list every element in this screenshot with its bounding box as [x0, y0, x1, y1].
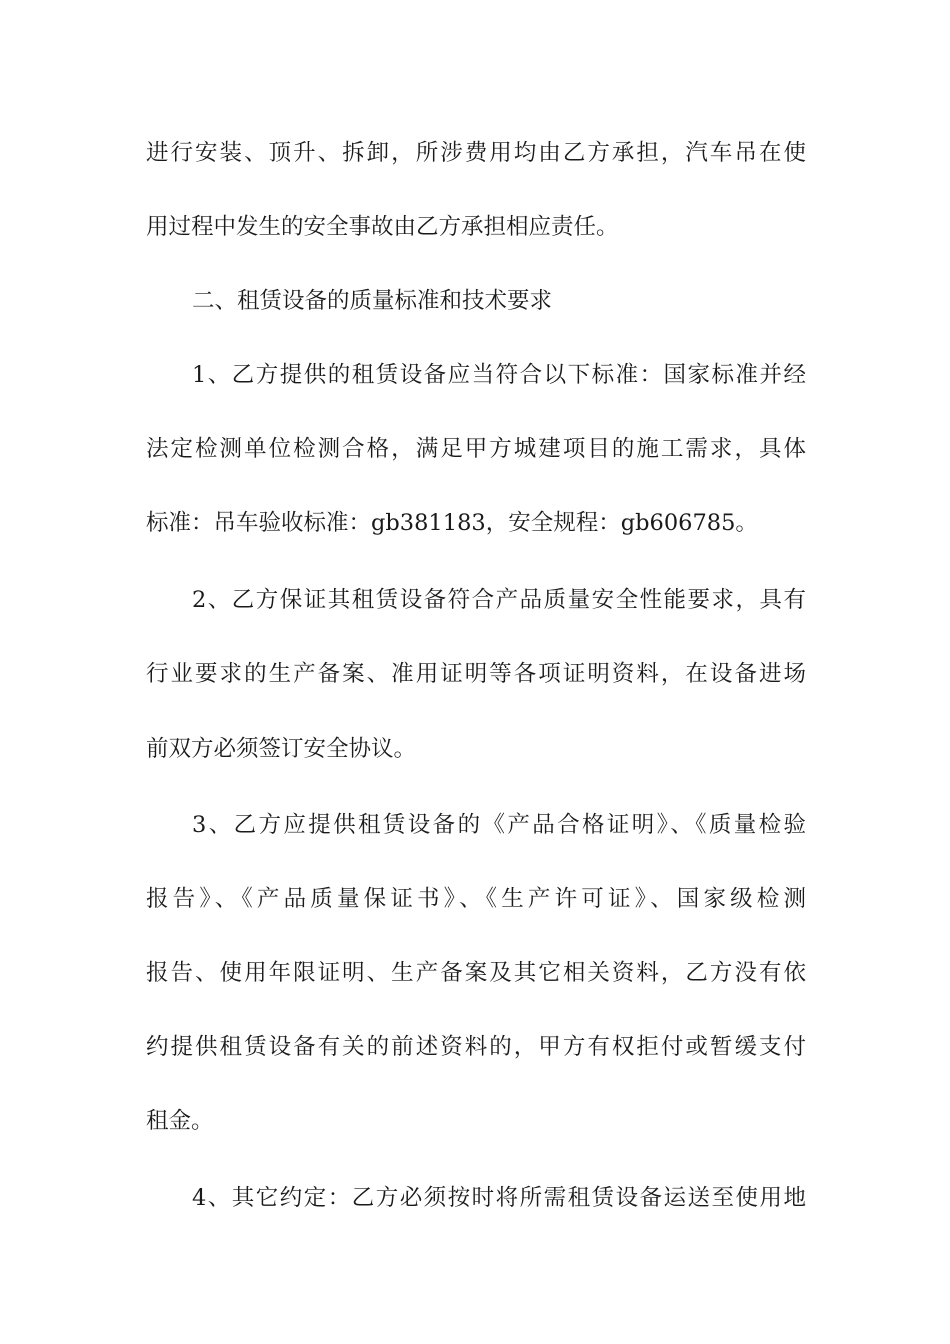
- text-line: 前双方必须签订安全协议。: [146, 736, 417, 762]
- section-heading: 二、租赁设备的质量标准和技术要求: [192, 288, 553, 314]
- text-line: 行业要求的生产备案、准用证明等各项证明资料，在设备进场: [146, 661, 806, 687]
- text-line: 1、乙方提供的租赁设备应当符合以下标准：国家标准并经: [192, 362, 806, 388]
- text-line: 租金。: [146, 1108, 214, 1134]
- text-line: 4、其它约定：乙方必须按时将所需租赁设备运送至使用地: [192, 1185, 806, 1211]
- text-line: 约提供租赁设备有关的前述资料的，甲方有权拒付或暂缓支付: [146, 1034, 806, 1060]
- text-line: 标准：吊车验收标准：gb381183，安全规程：gb606785。: [146, 510, 758, 536]
- text-line: 报告》、《产品质量保证书》、《生产许可证》、国家级检测: [146, 886, 806, 912]
- text-line: 报告、使用年限证明、生产备案及其它相关资料，乙方没有依: [146, 960, 806, 986]
- text-line: 法定检测单位检测合格，满足甲方城建项目的施工需求，具体: [146, 436, 806, 462]
- text-line: 3、乙方应提供租赁设备的《产品合格证明》、《质量检验: [192, 812, 806, 838]
- text-line: 用过程中发生的安全事故由乙方承担相应责任。: [146, 214, 619, 240]
- text-line: 2、乙方保证其租赁设备符合产品质量安全性能要求，具有: [192, 587, 806, 613]
- text-line: 进行安装、顶升、拆卸，所涉费用均由乙方承担，汽车吊在使: [146, 140, 806, 166]
